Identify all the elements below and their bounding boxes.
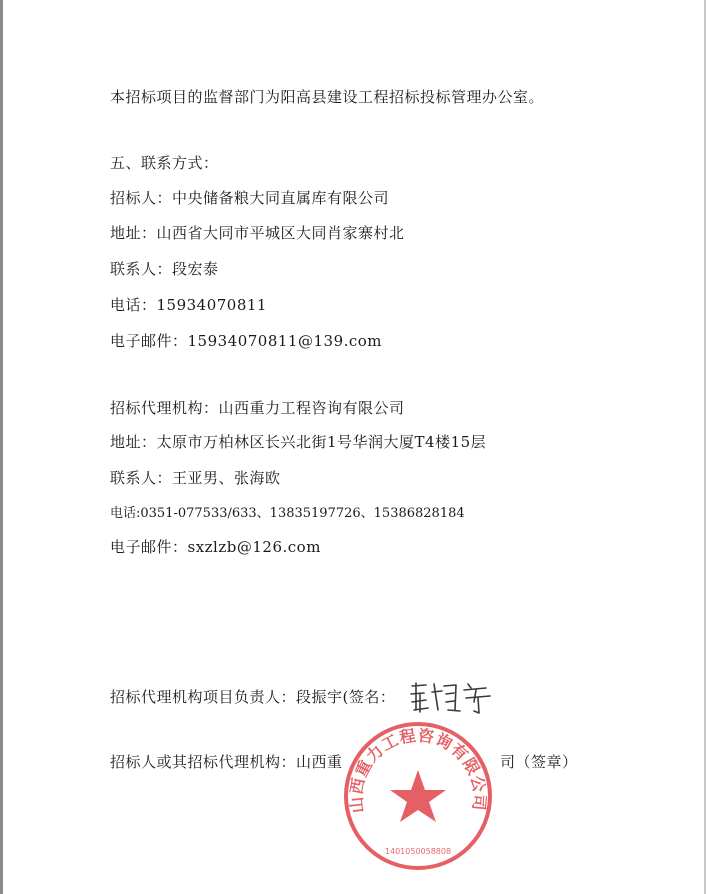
supervision-statement: 本招标项目的监督部门为阳高县建设工程招标投标管理办公室。	[110, 88, 545, 106]
agency-contact: 联系人：王亚男、张海欧	[110, 469, 281, 487]
tenderer-contact: 联系人：段宏泰	[110, 260, 219, 278]
page-left-edge	[0, 0, 3, 894]
svg-text:山西重力工程咨询有限公司: 山西重力工程咨询有限公司	[346, 725, 490, 814]
signatory-suffix: 司（签章）	[500, 753, 578, 771]
company-seal	[342, 720, 494, 872]
agency-name: 招标代理机构：山西重力工程咨询有限公司	[110, 399, 405, 417]
agency-phone: 电话:0351-077533/633、13835197726、15386828184	[110, 506, 465, 521]
agency-email: 电子邮件：sxzlzb@126.com	[110, 538, 321, 556]
agency-address: 地址：太原市万柏林区长兴北街1号华润大厦T4楼15层	[110, 433, 487, 451]
tenderer-email: 电子邮件：15934070811@139.com	[110, 332, 383, 350]
svg-text:1401050058808: 1401050058808	[384, 847, 452, 856]
handwritten-signature	[408, 680, 503, 716]
project-responsible-line: 招标代理机构项目负责人：段振宇(签名：	[110, 688, 396, 706]
tenderer-phone: 电话：15934070811	[110, 296, 267, 314]
section-title-contact: 五、联系方式：	[110, 154, 219, 172]
signatory-line: 招标人或其招标代理机构：山西重	[110, 753, 343, 771]
tenderer-address: 地址：山西省大同市平城区大同肖家寨村北	[110, 224, 405, 242]
tenderer-name: 招标人：中央储备粮大同直属库有限公司	[110, 189, 390, 207]
